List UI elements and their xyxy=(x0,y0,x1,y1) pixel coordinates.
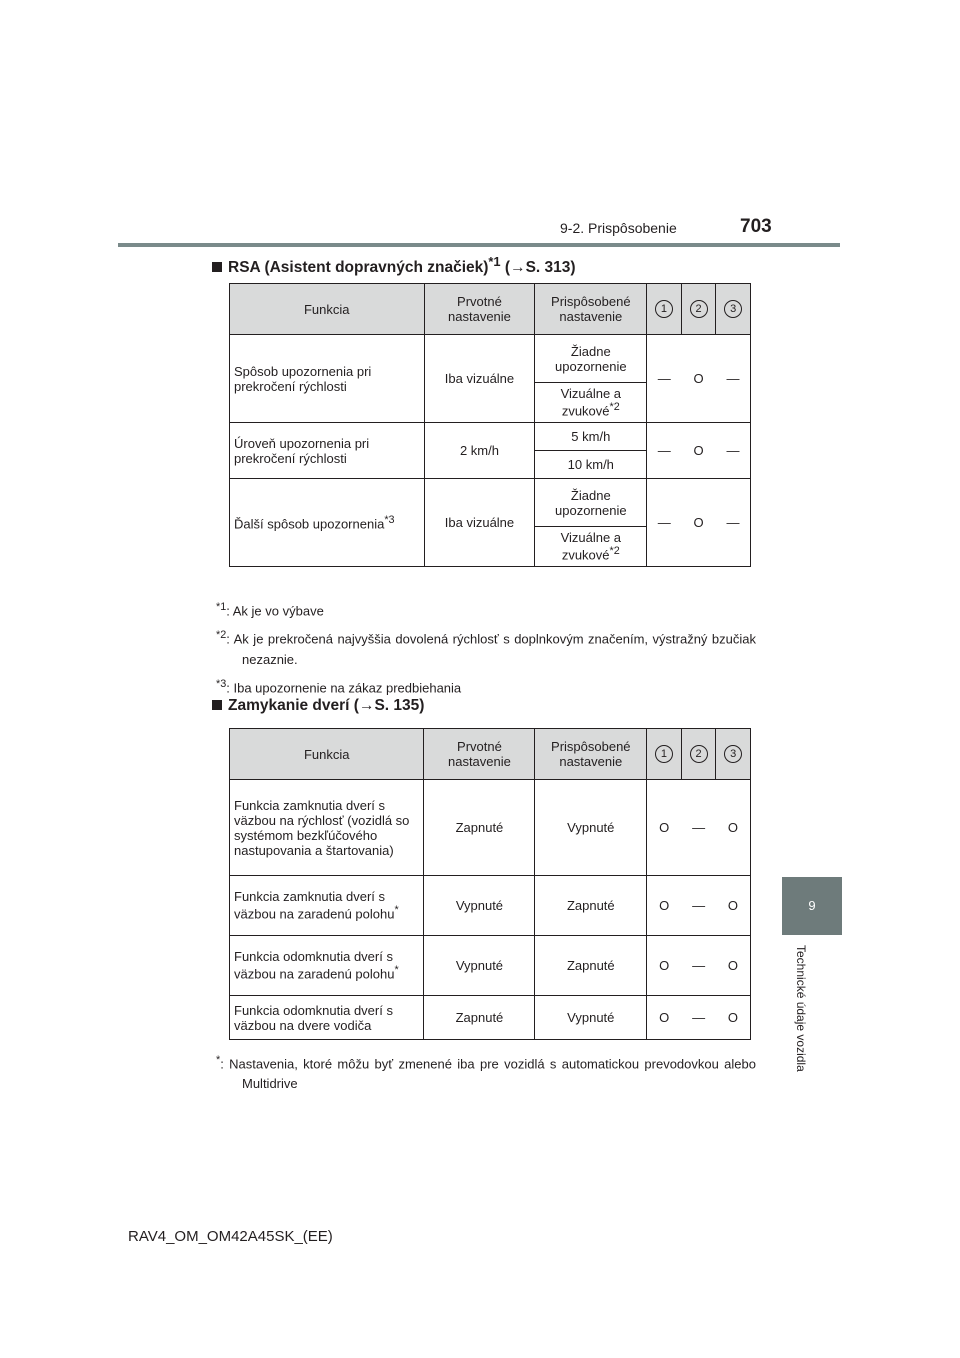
table-row xyxy=(230,335,751,383)
section2-ref-link[interactable]: (→S. 135) xyxy=(353,697,425,714)
function-sup: *3 xyxy=(384,513,395,526)
custom-cell: Zapnuté xyxy=(535,936,647,996)
table-header-row xyxy=(230,729,751,780)
header-col1 xyxy=(647,729,682,780)
chapter-number: 9 xyxy=(808,898,816,913)
option-text: Vizuálne a zvukové xyxy=(560,386,622,419)
initial-cell: 2 km/h xyxy=(424,423,535,479)
function-text: Ďalší spôsob upozornenia xyxy=(234,516,385,532)
page-number: 703 xyxy=(740,216,772,237)
function-cell xyxy=(230,479,425,567)
section2-title: Zamykanie dverí xyxy=(228,697,350,714)
col2-cell: — xyxy=(681,876,716,936)
col2-cell: — xyxy=(681,780,716,876)
circled-3-icon: 3 xyxy=(724,745,742,763)
function-text: Funkcia zamknutia dverí s väzbou na zaradenú polohu xyxy=(234,889,395,922)
option-cell xyxy=(535,527,647,567)
chapter-label: Technické údaje vozidla xyxy=(794,945,808,1072)
rsa-table xyxy=(229,283,751,567)
circled-2-icon: 2 xyxy=(690,745,708,763)
col2-cell: O xyxy=(681,423,716,479)
col1-cell: O xyxy=(647,936,682,996)
table-row xyxy=(230,996,751,1040)
table-row xyxy=(230,876,751,936)
col1-cell: — xyxy=(647,479,682,567)
option-cell: Žiadne upozornenie xyxy=(535,335,647,383)
footnote-mark: *2 xyxy=(216,629,227,642)
circled-1-icon: 1 xyxy=(655,300,673,318)
col1-cell: O xyxy=(647,876,682,936)
function-text: Spôsob upozornenia pri prekročení rýchlosti xyxy=(234,363,372,394)
section2-heading xyxy=(212,697,424,715)
header-rule xyxy=(118,243,840,247)
custom-cell: Vypnuté xyxy=(535,780,647,876)
header-prvotne: Prvotné nastavenie xyxy=(424,284,535,335)
bullet-square-icon xyxy=(212,700,222,710)
custom-cell: Vypnuté xyxy=(535,996,647,1040)
col2-cell: O xyxy=(681,335,716,423)
initial-cell: Iba vizuálne xyxy=(424,335,535,423)
footnote-text: : Ak je prekročená najvyššia dovolená rýchlosť s doplnkovým značením, výstražný bzučiak nezaznie. xyxy=(226,631,756,667)
option-cell: 10 km/h xyxy=(535,451,647,479)
header-funkcia: Funkcia xyxy=(230,729,424,780)
option-sup: *2 xyxy=(609,545,620,558)
header-col2 xyxy=(681,284,716,335)
footnote-text: : Iba upozornenie na zákaz predbiehania xyxy=(226,679,462,695)
col3-cell: O xyxy=(716,780,751,876)
table-row xyxy=(230,936,751,996)
header-funkcia: Funkcia xyxy=(230,284,425,335)
option-text: Vizuálne a zvukové xyxy=(560,530,622,563)
col3-cell: — xyxy=(716,479,751,567)
header-prvotne: Prvotné nastavenie xyxy=(424,729,535,780)
circled-3-icon: 3 xyxy=(724,300,742,318)
footnote xyxy=(216,597,756,621)
section1-heading xyxy=(212,254,576,277)
function-cell xyxy=(230,936,424,996)
footnote xyxy=(216,625,756,669)
circled-2-icon: 2 xyxy=(690,300,708,318)
option-cell: Žiadne upozornenie xyxy=(535,479,647,527)
option-cell xyxy=(535,383,647,423)
custom-cell: Zapnuté xyxy=(535,876,647,936)
col3-cell: — xyxy=(716,423,751,479)
col3-cell: — xyxy=(716,335,751,423)
function-cell: Úroveň upozornenia pri prekročení rýchlosti xyxy=(230,423,425,479)
section1-title-sup: *1 xyxy=(488,254,501,269)
col1-cell: — xyxy=(647,423,682,479)
footnote xyxy=(216,1050,756,1094)
initial-cell: Zapnuté xyxy=(424,780,535,876)
header-prisposobene: Prispôsobené nastavenie xyxy=(535,284,647,335)
bullet-square-icon xyxy=(212,262,222,272)
header-col3 xyxy=(716,284,751,335)
col3-cell: O xyxy=(716,876,751,936)
chapter-tab[interactable] xyxy=(782,877,842,935)
function-text: Funkcia odomknutia dverí s väzbou na zaradenú polohu xyxy=(234,949,395,982)
circled-1-icon: 1 xyxy=(655,745,673,763)
footnote-text: : Ak je vo výbave xyxy=(226,603,324,619)
function-sup: * xyxy=(394,904,399,917)
footnote xyxy=(216,674,756,698)
initial-cell: Zapnuté xyxy=(424,996,535,1040)
footnote-text: : Nastavenia, ktoré môžu byť zmenené iba pre vozidlá s automatickou prevodovkou alebo Multidrive xyxy=(220,1056,756,1092)
function-cell: Funkcia odomknutia dverí s väzbou na dvere vodiča xyxy=(230,996,424,1040)
initial-cell: Vypnuté xyxy=(424,876,535,936)
section1-ref-link[interactable]: (→S. 313) xyxy=(504,259,576,277)
option-sup: *2 xyxy=(609,401,620,414)
footnote-mark: *3 xyxy=(216,677,227,690)
initial-cell: Vypnuté xyxy=(424,936,535,996)
header-prisposobene: Prispôsobené nastavenie xyxy=(535,729,647,780)
col3-cell: O xyxy=(716,996,751,1040)
header-section-title: 9-2. Prispôsobenie xyxy=(560,220,677,236)
footnote-mark: * xyxy=(216,1054,221,1066)
table-header-row xyxy=(230,284,751,335)
col2-cell: — xyxy=(681,996,716,1040)
header-col2 xyxy=(681,729,716,780)
section1-notes xyxy=(216,597,756,698)
table-row xyxy=(230,780,751,876)
table-row xyxy=(230,479,751,527)
footnote-mark: *1 xyxy=(216,601,227,613)
function-sup: * xyxy=(394,964,399,977)
col1-cell: O xyxy=(647,780,682,876)
col2-cell: — xyxy=(681,936,716,996)
function-cell: Funkcia zamknutia dverí s väzbou na rýchlosť (vozidlá so systémom bezkľúčového nastupovania a štartovania) xyxy=(230,780,424,876)
door-lock-table xyxy=(229,728,751,1040)
header-col1 xyxy=(647,284,682,335)
col2-cell: O xyxy=(681,479,716,567)
function-cell xyxy=(230,335,425,423)
section1-title: RSA (Asistent dopravných značiek) xyxy=(228,259,489,277)
col3-cell: O xyxy=(716,936,751,996)
document-code: RAV4_OM_OM42A45SK_(EE) xyxy=(128,1228,333,1245)
option-cell: 5 km/h xyxy=(535,423,647,451)
header-col3 xyxy=(716,729,751,780)
col1-cell: — xyxy=(647,335,682,423)
table-row xyxy=(230,423,751,451)
function-cell xyxy=(230,876,424,936)
initial-cell: Iba vizuálne xyxy=(424,479,535,567)
col1-cell: O xyxy=(647,996,682,1040)
section2-notes xyxy=(216,1050,756,1094)
